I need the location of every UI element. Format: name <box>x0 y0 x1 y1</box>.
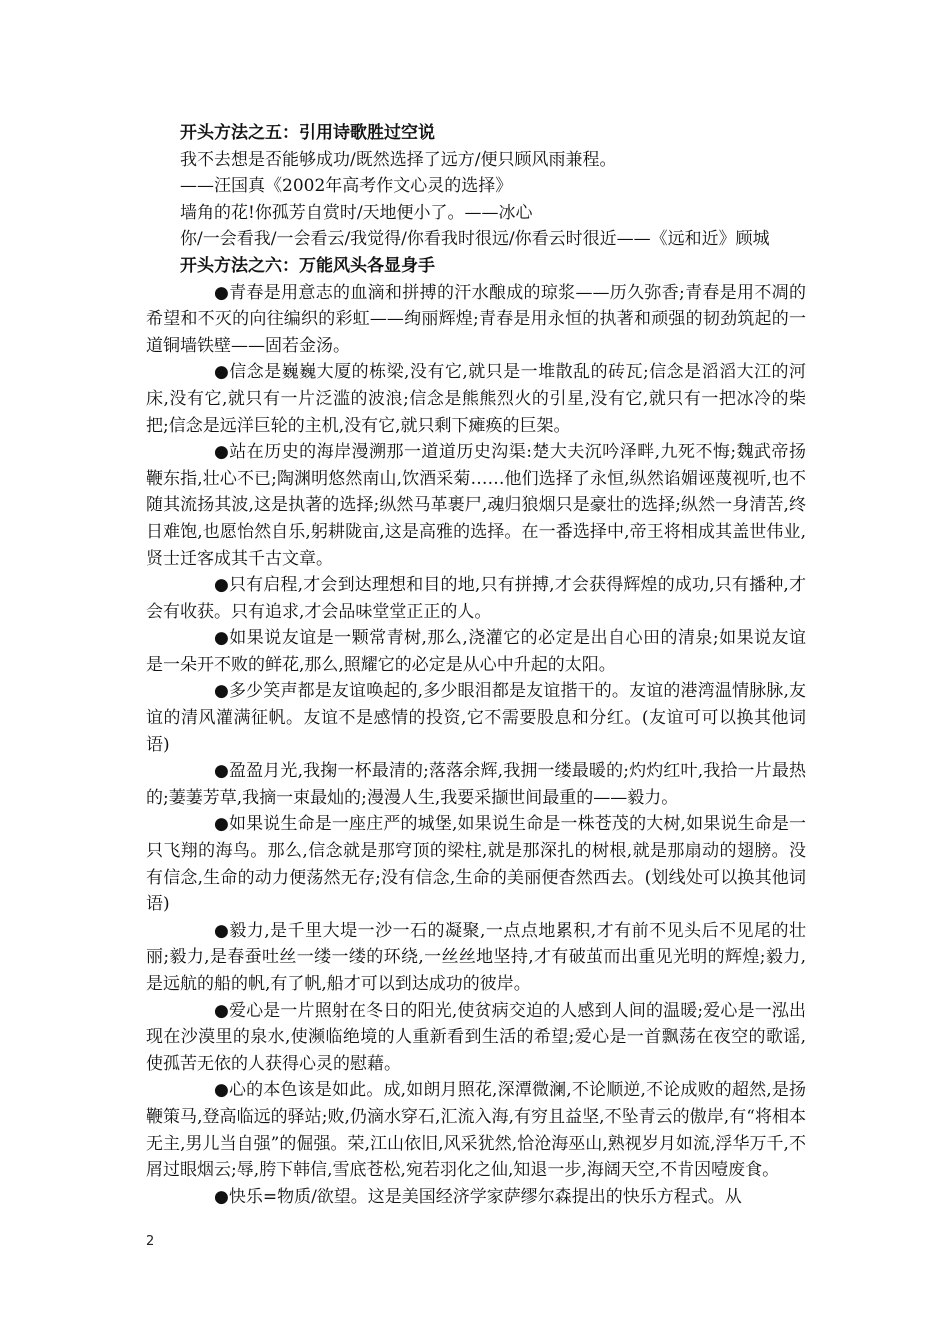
poem-quote-1-source: ——汪国真《2002年高考作文心灵的选择》 <box>180 176 513 197</box>
bullet-paragraph-perseverance-dike: ●毅力,是千里大堤一沙一石的凝聚,一点点地累积,才有前不见头后不见尾的壮丽;毅力,是春蚕吐丝一缕一缕的环绕,一丝丝地坚持,才有破茧而出重见光明的辉煌;毅力,是远航的船的帆,有了帆,船才可以到达成功的彼岸。 <box>146 920 806 994</box>
bullet-paragraph-heart: ●心的本色该是如此。成,如朗月照花,深潭微澜,不论顺逆,不论成败的超然,是扬鞭策马,登高临远的驿站;败,仍滴水穿石,汇流入海,有穷且益坚,不坠青云的傲岸,有“将相本无主,男儿当自强”的倔强。荣,江山依旧,风采犹然,恰沧海巫山,熟视岁月如流,浮华万千,不屑过眼烟云;辱,胯下韩信,雪底苍松,宛若羽化之仙,知退一步,海阔天空,不肯因噎废食。 <box>146 1080 806 1181</box>
bullet-paragraph-perseverance-moon: ●盈盈月光,我掬一杯最清的;落落余辉,我拥一缕最暖的;灼灼红叶,我拾一片最热的;萋萋芳草,我摘一束最灿的;漫漫人生,我要采撷世间最重的——毅力。 <box>146 761 806 808</box>
bullet-paragraph-belief: ●信念是巍巍大厦的栋梁,没有它,就只是一堆散乱的砖瓦;信念是滔滔大江的河床,没有它,就只有一片泛滥的波浪;信念是熊熊烈火的引星,没有它,就只有一把冰冷的柴把;信念是远洋巨轮的主机,没有它,就只剩下瘫痪的巨架。 <box>146 362 806 436</box>
bullet-paragraph-youth: ●青春是用意志的血滴和拼搏的汗水酿成的琼浆——历久弥香;青春是用不凋的希望和不灭的向往编织的彩虹——绚丽辉煌;青春是用永恒的执著和顽强的韧劲筑起的一道铜墙铁壁——固若金汤。 <box>146 282 806 356</box>
page-number: 2 <box>146 1234 155 1249</box>
section-heading-5: 开头方法之五：引用诗歌胜过空说 <box>180 123 435 143</box>
poem-quote-1: 我不去想是否能够成功/既然选择了远方/便只顾风雨兼程。 <box>180 149 617 170</box>
bullet-paragraph-history: ●站在历史的海岸漫溯那一道道历史沟渠:楚大夫沉吟泽畔,九死不悔;魏武帝扬鞭东指,壮心不已;陶渊明悠然南山,饮酒采菊……他们选择了永恒,纵然谄媚诬蔑视听,也不随其流扬其波,这是执著的选择;纵然马革裹尸,魂归狼烟只是豪壮的选择;纵然一身清苦,终日难饱,也愿怡然自乐,躬耕陇亩,这是高雅的选择。在一番选择中,帝王将相成其盖世伟业,贤士迁客成其千古文章。 <box>146 442 806 569</box>
document-body <box>146 120 806 1210</box>
bullet-paragraph-friendship-tree: ●如果说友谊是一颗常青树,那么,浇灌它的必定是出自心田的清泉;如果说友谊是一朵开不败的鲜花,那么,照耀它的必定是从心中升起的太阳。 <box>146 628 806 675</box>
section-heading-6: 开头方法之六：万能风头各显身手 <box>180 255 435 276</box>
bullet-paragraph-love: ●爱心是一片照射在冬日的阳光,使贫病交迫的人感到人间的温暖;爱心是一泓出现在沙漠里的泉水,使濒临绝境的人重新看到生活的希望;爱心是一首飘荡在夜空的歌谣,使孤苦无依的人获得心灵的慰藉。 <box>146 1000 806 1074</box>
poem-quote-3: 你/一会看我/一会看云/我觉得/你看我时很远/你看云时很近——《远和近》顾城 <box>180 229 770 250</box>
bullet-paragraph-friendship-laughter: ●多少笑声都是友谊唤起的,多少眼泪都是友谊揩干的。友谊的港湾温情脉脉,友谊的清风灌满征帆。友谊不是感情的投资,它不需要股息和分红。(友谊可可以换其他词语) <box>146 681 806 755</box>
bullet-paragraph-journey: ●只有启程,才会到达理想和目的地,只有拼搏,才会获得辉煌的成功,只有播种,才会有收获。只有追求,才会品味堂堂正正的人。 <box>146 575 806 622</box>
poem-quote-2: 墙角的花!你孤芳自赏时/天地便小了。——冰心 <box>180 202 533 223</box>
bullet-paragraph-happiness: ●快乐=物质/欲望。这是美国经济学家萨缪尔森提出的快乐方程式。从 <box>214 1186 742 1207</box>
bullet-paragraph-life-castle: ●如果说生命是一座庄严的城堡,如果说生命是一株苍茂的大树,如果说生命是一只飞翔的海鸟。那么,信念就是那穹顶的梁柱,就是那深扎的树根,就是那扇动的翅膀。没有信念,生命的动力便荡然无存;没有信念,生命的美丽便杳然西去。(划线处可以换其他词语) <box>146 814 806 915</box>
